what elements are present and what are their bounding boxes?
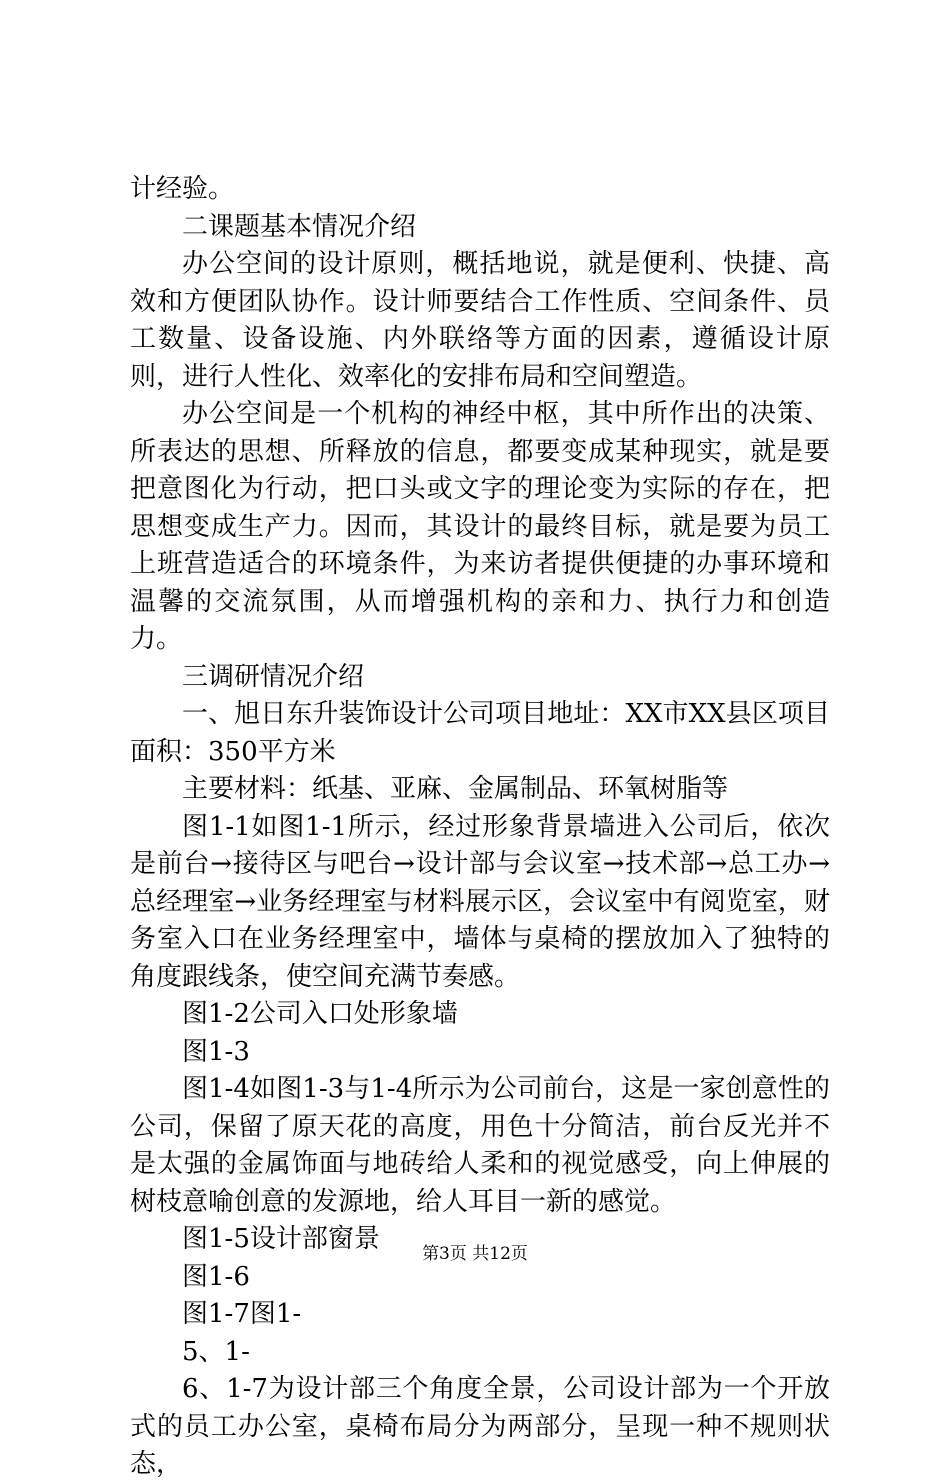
caption-figure-1-3: 图1-3 [182, 1036, 250, 1067]
paragraph-figure-1-4: 图1-4如图1-3与1-4所示为公司前台，这是一家创意性的公司，保留了原天花的高度，用色十分简洁，前台反光并不是太强的金属饰面与地砖给人柔和的视觉感受，向上伸展的树枝意喻创意的发源地，给人耳目一新的感觉。 [130, 1074, 830, 1217]
paragraph-design-principles: 办公空间的设计原则，概括地说，就是便利、快捷、高效和方便团队协作。设计师要结合工作性质、空间条件、员工数量、设备设施、内外联络等方面的因素，遵循设计原则，进行人性化、效率化的安排布局和空间塑造。 [130, 249, 830, 392]
section-heading-3: 三调研情况介绍 [182, 661, 365, 692]
paragraph-project-info: 一、旭日东升装饰设计公司项目地址：XX市XX县区项目面积：350平方米 [130, 699, 830, 767]
paragraph-office-center: 办公空间是一个机构的神经中枢，其中所作出的决策、所表达的思想、所释放的信息，都要变成某种现实，就是要把意图化为行动，把口头或文字的理论变为实际的存在，把思想变成生产力。因而，其设计的最终目标，就是要为员工上班营造适合的环境条件，为来访者提供便捷的办事环境和温馨的交流氛围，从而增强机构的亲和力、执行力和创造力。 [130, 399, 830, 654]
paragraph-continuation: 计经验。 [130, 174, 235, 204]
paragraph-figure-1-1: 图1-1如图1-1所示，经过形象背景墙进入公司后，依次是前台→接待区与吧台→设计部与会议室→技术部→总工办→总经理室→业务经理室与材料展示区，会议室中有阅览室，财务室入口在业务经理室中，墙体与桌椅的摆放加入了独特的角度跟线条，使空间充满节奏感。 [130, 811, 830, 992]
section-heading-2: 二课题基本情况介绍 [182, 211, 417, 242]
document-body [130, 171, 830, 1484]
caption-figure-1-7: 图1-7图1- [182, 1299, 302, 1329]
caption-figure-5: 5、1- [182, 1336, 250, 1367]
caption-figure-1-5: 图1-5设计部窗景 [182, 1224, 380, 1254]
caption-figure-1-2: 图1-2公司入口处形象墙 [182, 999, 458, 1029]
page-footer: 第3页 共12页 [422, 1244, 528, 1264]
caption-figure-1-6: 图1-6 [182, 1261, 250, 1292]
paragraph-materials: 主要材料：纸基、亚麻、金属制品、环氧树脂等 [182, 774, 729, 804]
paragraph-design-dept: 6、1-7为设计部三个角度全景，公司设计部为一个开放式的员工办公室，桌椅布局分为两部分，呈现一种不规则状态， [130, 1374, 830, 1479]
